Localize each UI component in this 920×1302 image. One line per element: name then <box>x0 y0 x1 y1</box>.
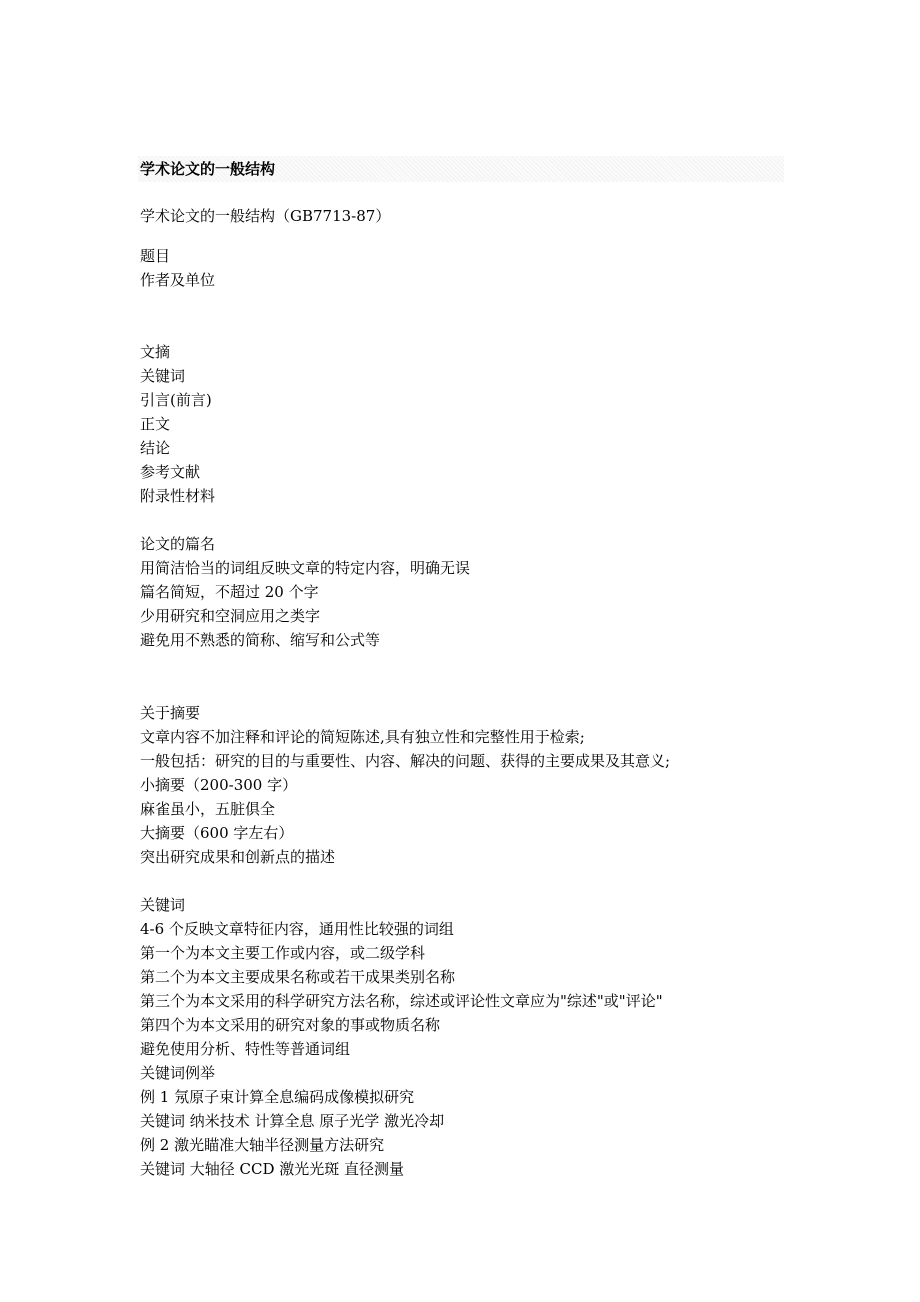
structure-item: 文摘 <box>140 343 171 361</box>
section-item: 小摘要（200-300 字） <box>140 776 298 794</box>
structure-item: 关键词 <box>140 367 186 385</box>
section-item: 避免用不熟悉的简称、缩写和公式等 <box>140 631 381 649</box>
section-item: 关键词 纳米技术 计算全息 原子光学 激光冷却 <box>140 1112 445 1130</box>
section-item: 篇名简短，不超过 20 个字 <box>140 583 319 601</box>
section-item: 第一个为本文主要工作或内容，或二级学科 <box>140 944 426 962</box>
section-item: 第二个为本文主要成果名称或若干成果类别名称 <box>140 968 456 986</box>
section-item: 例 2 激光瞄准大轴半径测量方法研究 <box>140 1136 385 1154</box>
structure-item: 引言(前言) <box>140 391 212 409</box>
section-label: 论文的篇名 <box>140 535 216 553</box>
structure-item: 结论 <box>140 439 171 457</box>
section-item: 关键词例举 <box>140 1064 216 1082</box>
section-item: 关键词 大轴径 CCD 激光光斑 直径测量 <box>140 1160 405 1178</box>
page-title: 学术论文的一般结构 <box>140 160 276 178</box>
section-item: 文章内容不加注释和评论的简短陈述,具有独立性和完整性用于检索; <box>140 728 585 746</box>
section-label: 关于摘要 <box>140 704 201 722</box>
section-item: 少用研究和空洞应用之类字 <box>140 607 321 625</box>
structure-item: 附录性材料 <box>140 487 216 505</box>
structure-item: 正文 <box>140 415 171 433</box>
section-item: 第四个为本文采用的研究对象的事或物质名称 <box>140 1016 441 1034</box>
section-item: 用简洁恰当的词组反映文章的特定内容，明确无误 <box>140 559 471 577</box>
section-item: 避免使用分析、特性等普通词组 <box>140 1040 351 1058</box>
section-label: 关键词 <box>140 896 186 914</box>
section-item: 一般包括：研究的目的与重要性、内容、解决的问题、获得的主要成果及其意义; <box>140 752 671 770</box>
section-item: 突出研究成果和创新点的描述 <box>140 848 336 866</box>
section-item: 第三个为本文采用的科学研究方法名称，综述或评论性文章应为"综述"或"评论" <box>140 992 663 1010</box>
section-item: 4-6 个反映文章特征内容，通用性比较强的词组 <box>140 920 454 938</box>
section-item: 例 1 氖原子束计算全息编码成像模拟研究 <box>140 1088 415 1106</box>
subtitle: 学术论文的一般结构（GB7713-87） <box>140 207 391 225</box>
section-item: 大摘要（600 字左右） <box>140 824 294 842</box>
structure-item: 题目 <box>140 247 171 265</box>
section-item: 麻雀虽小，五脏俱全 <box>140 800 276 818</box>
structure-item: 作者及单位 <box>140 271 216 289</box>
structure-item: 参考文献 <box>140 463 201 481</box>
